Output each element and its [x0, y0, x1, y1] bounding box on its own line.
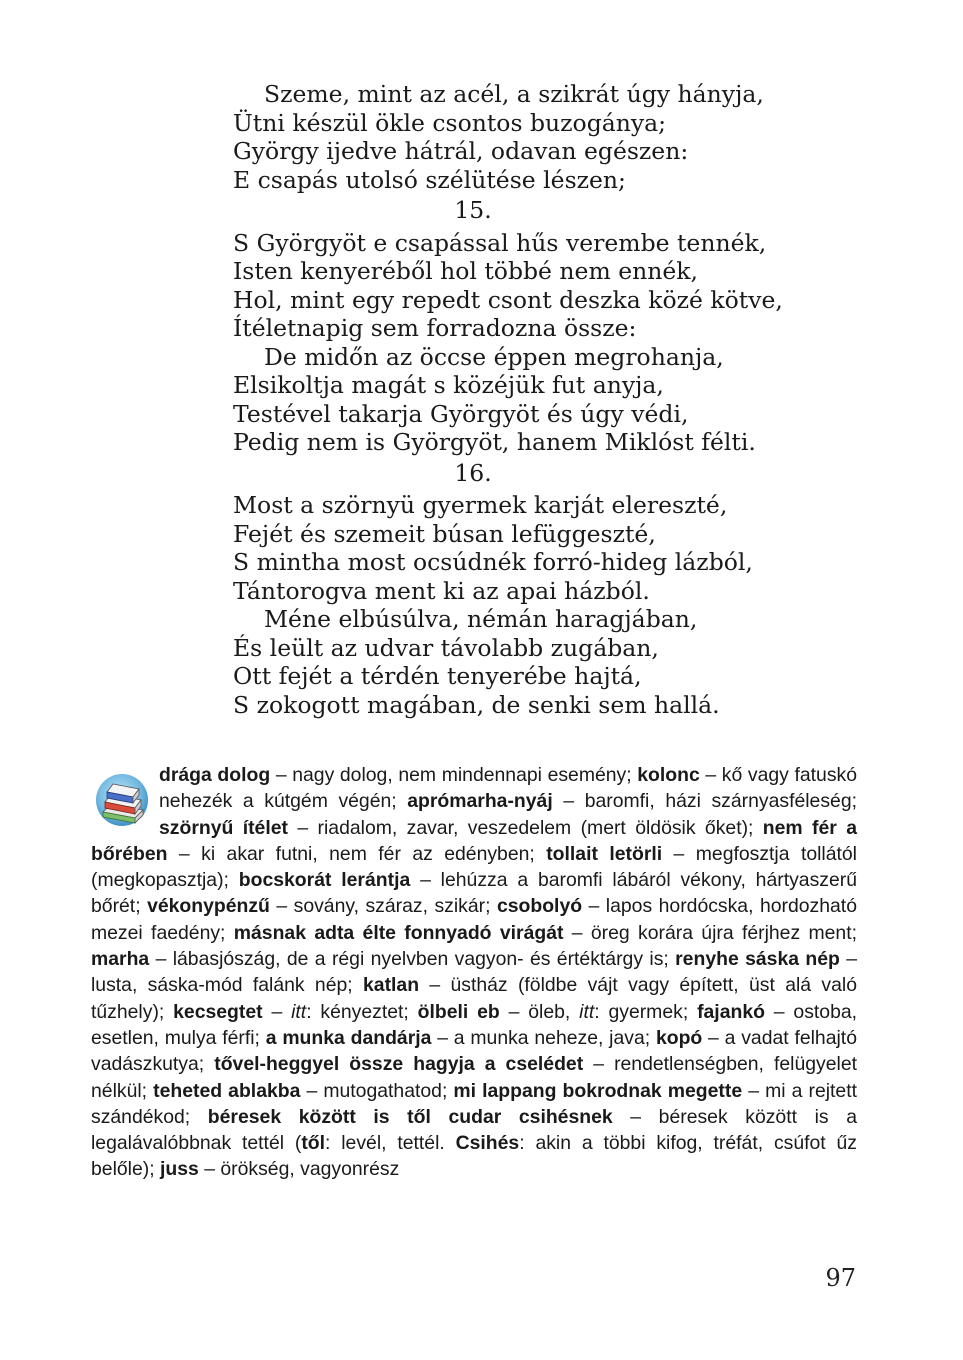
glossary-term: tollait letörli — [546, 842, 663, 865]
glossary-definition: : akin a többi kifog, tréfát, csúfot űz belőle); — [91, 1132, 857, 1181]
glossary-term: másnak adta élte fonnyadó virágát — [233, 921, 564, 944]
glossary-term: vékonypénzű — [147, 895, 270, 918]
poem-line: De midőn az öccse éppen megrohanja, — [264, 342, 724, 371]
glossary-definition: – nagy dolog, nem mindennapi esemény; — [270, 764, 638, 786]
poem-line: És leült az udvar távolabb zugában, — [233, 633, 659, 662]
glossary-term: marha — [91, 948, 150, 971]
glossary-term: szörnyű ítélet — [159, 816, 288, 839]
page-number: 97 — [825, 1264, 856, 1292]
glossary-term: bocskorát lerántja — [238, 869, 411, 892]
stanza-16 — [233, 491, 853, 719]
glossary-term: a munka dandárja — [265, 1026, 432, 1049]
poem-line: E csapás utolsó szélütése lészen; — [233, 165, 626, 194]
poem-line: Elsikoltja magát s közéjük fut anyja, — [233, 371, 664, 399]
poem-line: Méne elbúsúlva, némán haragjában, — [264, 605, 698, 633]
stanza-15 — [233, 229, 853, 457]
glossary-definition: – mutogathatod; — [300, 1079, 454, 1102]
glossary-term: renyhe sáska nép — [675, 948, 840, 971]
glossary-term: kopó — [655, 1026, 703, 1049]
glossary-term: drága dolog — [159, 764, 271, 786]
poem-line: S zokogott magában, de senki sem hallá. — [233, 690, 720, 719]
glossary-term: juss — [160, 1158, 199, 1181]
poem-line: Ítéletnapig sem forradozna össze: — [233, 314, 637, 342]
glossary-definition: – a munka neheze, java; — [431, 1026, 656, 1049]
glossary-term: katlan — [363, 974, 420, 997]
glossary-definition: – riadalom, zavar, veszedelem (mert öldösik őket); — [287, 816, 763, 839]
glossary-definition: – béresek között is a legalávalóbbnak tettél ( — [91, 1105, 857, 1155]
glossary-definition: – — [262, 1000, 292, 1023]
stanza-number-16: 16. — [454, 458, 492, 487]
poem-line: Hol, mint egy repedt csont deszka közé kötve, — [233, 285, 783, 314]
poem-line: György ijedve hátrál, odavan egészen: — [233, 137, 689, 165]
glossary-term: fajankó — [697, 1000, 765, 1023]
glossary-term: ölbeli eb — [417, 1000, 500, 1023]
poem-line: S mintha most ocsúdnék forró-hideg lázból, — [233, 548, 753, 576]
poem-line: Szeme, mint az acél, a szikrát úgy hányja, — [264, 80, 764, 108]
poem-line: S Györgyöt e csapással hűs verembe tennék, — [233, 228, 767, 257]
glossary-definition: – lusta, sáska-mód falánk nép; — [91, 948, 858, 997]
poem-line: Testével takarja Györgyöt és úgy védi, — [233, 399, 689, 428]
poem-line: Pedig nem is Györgyöt, hanem Miklóst félti. — [233, 428, 756, 456]
glossary-note: itt — [579, 1000, 595, 1023]
glossary-definition: – megfosztja tollától (megkopasztja); — [91, 842, 857, 892]
glossary-term: teheted ablakba — [153, 1079, 301, 1102]
glossary-definition: – lábasjószág, de a régi nyelvben vagyon- és értéktárgy is; — [149, 948, 676, 971]
glossary-term: nem fér a bőrében — [91, 816, 857, 865]
glossary-definition: – lehúzza a baromfi lábáról vékony, hártyaszerű bőrét; — [91, 869, 857, 918]
poem-line: Ott fejét a térdén tenyerébe hajtá, — [233, 662, 642, 690]
glossary-box — [91, 762, 857, 1183]
glossary-note: itt — [291, 1000, 307, 1023]
glossary-term: kecsegtet — [173, 1000, 263, 1023]
poem-line: Most a szörnyü gyermek karját elereszté, — [233, 491, 728, 519]
glossary-definition: – öleb, — [499, 1000, 580, 1023]
glossary-term: mi lappang bokrodnak megette — [453, 1079, 743, 1102]
books-icon — [91, 764, 159, 836]
glossary-definition: – kő vagy fatuskó nehezék a kútgém végén; — [159, 764, 857, 813]
glossary-text — [91, 764, 857, 1180]
poem-line: Fejét és szemeit búsan lefüggeszté, — [233, 519, 656, 548]
poem-line: Tántorogva ment ki az apai házból. — [233, 576, 650, 605]
poem-line: Isten kenyeréből hol többé nem ennék, — [233, 257, 698, 285]
glossary-definition: : levél, tettél. — [325, 1132, 456, 1155]
glossary-definition: – ostoba, esetlen, mulya férfi; — [91, 1000, 858, 1049]
glossary-definition: – sovány, száraz, szikár; — [269, 895, 497, 918]
glossary-definition: – ki akar futni, nem fér az edényben; — [167, 842, 547, 865]
glossary-definition: – rendetlenségben, felügyelet nélkül; — [91, 1053, 857, 1102]
glossary-term: kolonc — [637, 764, 700, 786]
glossary-definition: – öreg korára újra férjhez ment; — [563, 921, 857, 944]
glossary-term: aprómarha-nyáj — [407, 790, 553, 813]
glossary-definition: – mi a rejtett szándékod; — [91, 1079, 857, 1128]
glossary-term: től — [301, 1132, 326, 1155]
glossary-definition: – üstház (földbe vájt vagy épített, üst alá való tűzhely); — [91, 974, 857, 1023]
glossary-definition: – örökség, vagyonrész — [198, 1158, 400, 1181]
glossary-definition: – a vadat felhajtó vadászkutya; — [91, 1026, 857, 1076]
glossary-definition: – lapos hordócska, hordozható mezei faedény; — [91, 895, 857, 944]
glossary-term: csobolyó — [496, 895, 583, 918]
glossary-term: béresek között is től cudar csihésnek — [207, 1105, 613, 1128]
poem-line: Ütni készül ökle csontos buzogánya; — [233, 108, 667, 137]
stanza-number-15: 15. — [454, 196, 492, 224]
poem-text — [233, 80, 853, 719]
glossary-term: Csihés — [455, 1132, 520, 1155]
glossary-definition: – baromfi, házi szárnyasféleség; — [552, 790, 857, 813]
glossary-definition: : kényeztet; — [306, 1000, 418, 1023]
stanza-14-end — [233, 80, 853, 194]
glossary-definition: : gyermek; — [594, 1000, 698, 1023]
glossary-term: tővel-heggyel össze hagyja a cselédet — [214, 1053, 584, 1076]
